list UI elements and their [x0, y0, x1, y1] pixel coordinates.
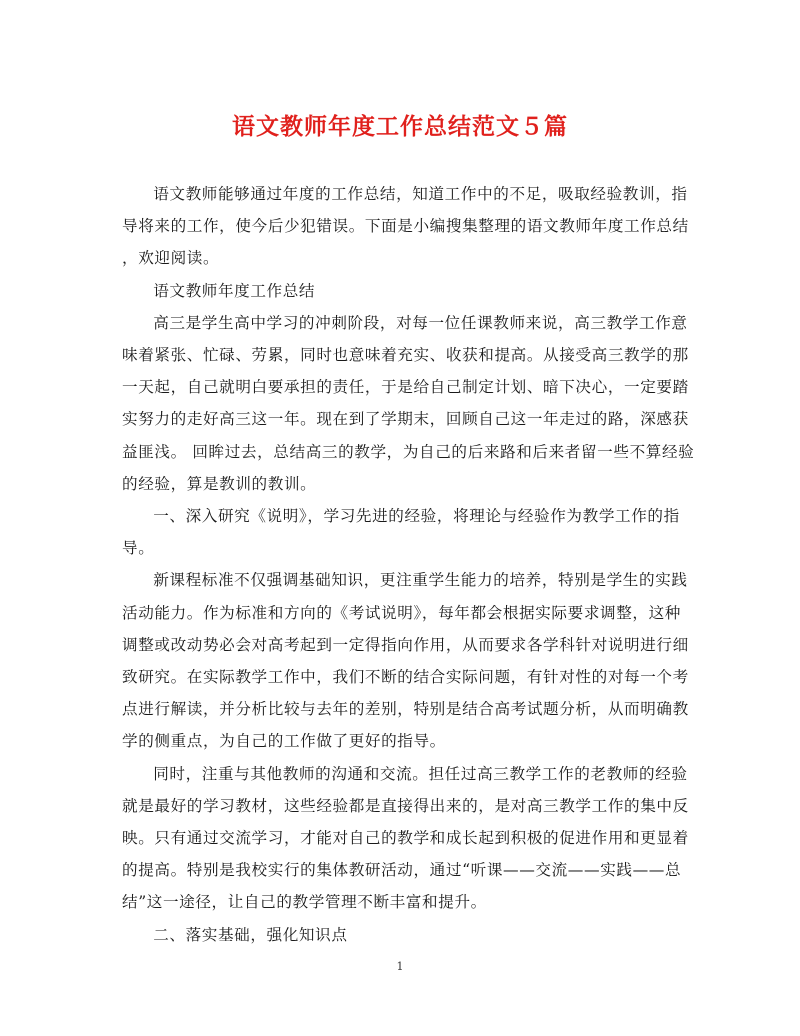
paragraph-line: 味着紧张、忙碌、劳累，同时也意味着充实、收获和提高。从接受高三教学的那 [122, 346, 689, 365]
section-heading [122, 500, 678, 564]
document-body [122, 178, 695, 951]
paragraph-line: 实努力的走好高三这一年。现在到了学期末，回顾自己这一年走过的路，深感获 [122, 410, 689, 429]
paragraph-line: 导将来的工作，使今后少犯错误。下面是小编搜集整理的语文教师年度工作总结 [122, 217, 689, 236]
paragraph-body [122, 307, 695, 500]
section-heading [122, 275, 678, 307]
paragraph-line: 活动能力。作为标准和方向的《考试说明》，每年都会根据实际要求调整，这种 [122, 603, 681, 622]
paragraph-line: ，欢迎阅读。 [122, 249, 220, 268]
paragraph-line: 二、落实基础，强化知识点 [153, 925, 348, 944]
page-number: 1 [396, 960, 404, 973]
section-heading [122, 919, 678, 951]
paragraph-line: 的提高。特别是我校实行的集体教研活动，通过“听课——交流——实践——总 [122, 861, 682, 880]
paragraph-line: 一天起，自己就明白要承担的责任，于是给自己制定计划、暗下决心，一定要踏 [122, 378, 689, 397]
paragraph-line: 就是最好的学习教材，这些经验都是直接得出来的，是对高三教学工作的集中反 [122, 796, 689, 815]
paragraph-line: 致研究。在实际教学工作中，我们不断的结合实际问题，有针对性的对每一个考 [122, 668, 689, 687]
paragraph-line: 同时，注重与其他教师的沟通和交流。担任过高三教学工作的老教师的经验 [153, 764, 688, 783]
paragraph-body [122, 564, 689, 757]
paragraph-line: 映。只有通过交流学习，才能对自己的教学和成长起到积极的促进作用和更显着 [122, 829, 689, 848]
paragraph-line: 点进行解读，并分析比较与去年的差别，特别是结合高考试题分析，从而明确教 [122, 700, 689, 719]
paragraph-body [122, 758, 689, 919]
paragraph-line: 高三是学生高中学习的冲刺阶段，对每一位任课教师来说，高三教学工作意 [153, 313, 688, 332]
paragraph-line: 的经验，算是教训的教训。 [122, 474, 317, 493]
paragraph-intro [122, 178, 689, 275]
paragraph-line: 结”这一途径，让自己的教学管理不断丰富和提升。 [122, 893, 487, 912]
document-title: 语文教师年度工作总结范文５篇 [232, 113, 568, 140]
paragraph-line: 导。 [122, 539, 155, 558]
paragraph-line: 语文教师年度工作总结 [153, 281, 316, 300]
paragraph-line: 语文教师能够通过年度的工作总结，知道工作中的不足，吸取经验教训，指 [153, 185, 688, 203]
paragraph-line: 一、深入研究《说明》，学习先进的经验，将理论与经验作为教学工作的指 [153, 507, 680, 526]
paragraph-line: 新课程标准不仅强调基础知识，更注重学生能力的培养，特别是学生的实践 [153, 571, 688, 590]
paragraph-line: 调整或改动势必会对高考起到一定得指向作用，从而要求各学科针对说明进行细 [122, 635, 689, 654]
paragraph-line: 学的侧重点，为自己的工作做了更好的指导。 [122, 732, 446, 751]
paragraph-line: 益匪浅。 回眸过去，总结高三的教学，为自己的后来路和后来者留一些不算经验 [122, 442, 695, 461]
